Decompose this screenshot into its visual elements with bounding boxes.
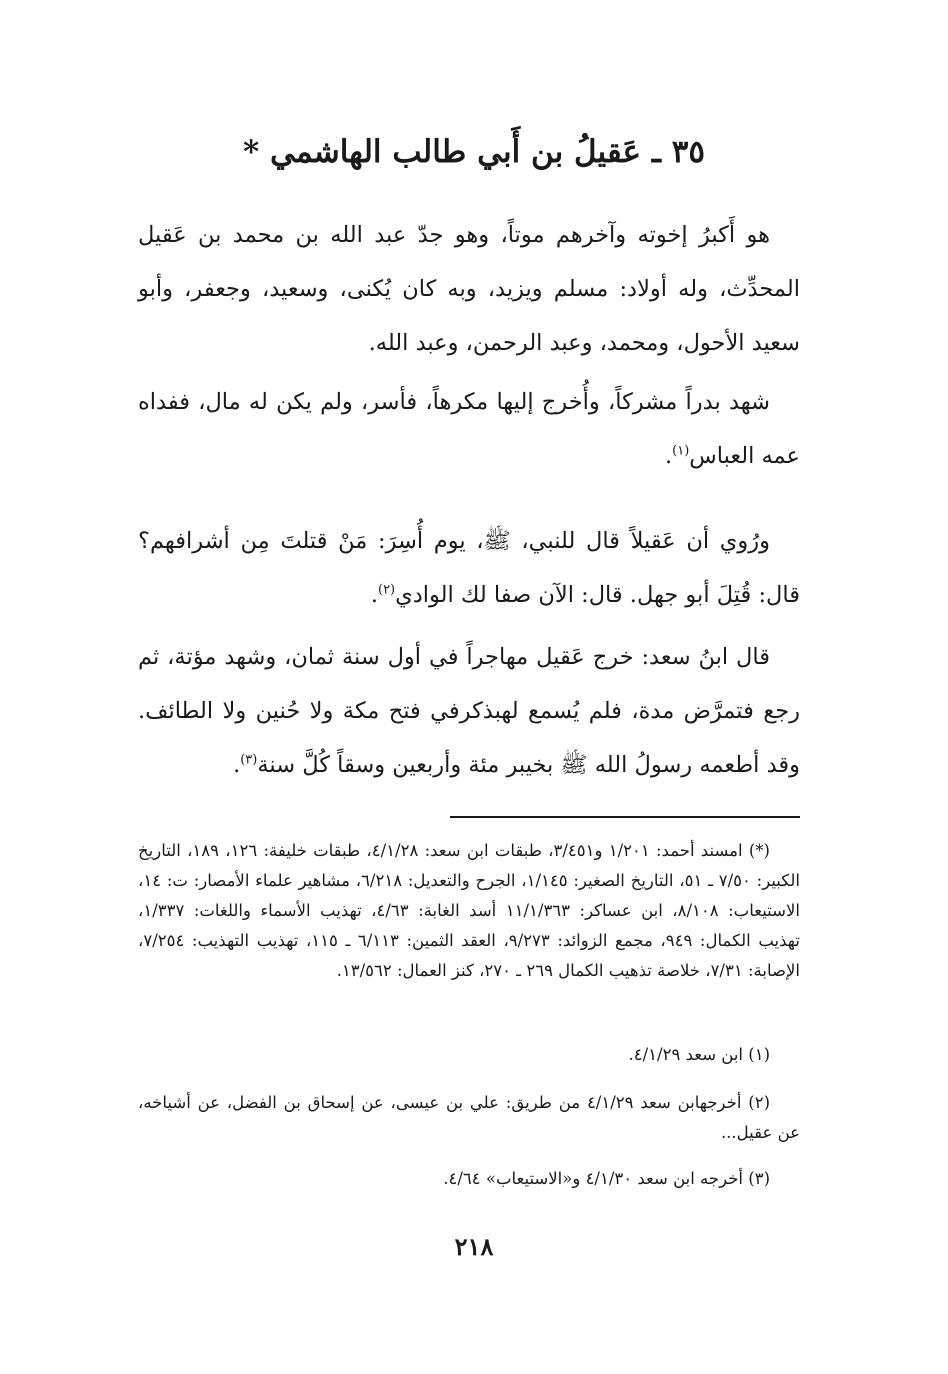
paragraph-4 bbox=[138, 630, 800, 792]
paragraph-body: ورُوي أن عَقيلاً قال للنبي، ﷺ، يوم أُسِرَ: مَنْ قتلتَ مِن أشرافهم؟ قال: قُتِلَ أبو جهل. قال: الآن صفا لك الوادي bbox=[138, 528, 800, 608]
footnote-sources bbox=[138, 836, 800, 986]
footnote-3 bbox=[138, 1164, 800, 1194]
footnote-text: (*) امسند أحمد: ١/٢٠١ و٣/٤٥١، طبقات ابن سعد: ٤/١/٢٨، طبقات خليفة: ١٢٦، ١٨٩، التاريخ الكبير: ٧/٥٠ ـ ٥١، التاريخ الصغير: ١/١٤٥، الجرح والتعديل: ٦/٢١٨، مشاهير علماء الأمصار: ت: ١٤، الاستيعاب: ٨/١٠٨، ابن عساكر: ١١/١/٣٦٣ أسد الغابة: ٤/٦٣، تهذيب الأسماء واللغات: ١/٣٣٧، تهذيب الكمال: ٩٤٩، مجمع الزوائد: ٩/٢٧٣، العقد الثمين: ٦/١١٣ ـ ١١٥، تهذيب التهذيب: ٧/٢٥٤، الإصابة: ٧/٣١، خلاصة تذهيب الكمال ٢٦٩ ـ ٢٧٠، كنز العمال: ١٣/٥٦٢. bbox=[138, 841, 801, 980]
footnote-2 bbox=[138, 1088, 800, 1148]
paragraph-body: شهد بدراً مشركاً، وأُخرج إليها مكرهاً، فأسر، ولم يكن له مال، ففداه عمه العباس bbox=[138, 389, 800, 469]
page-number: ٢١٨ bbox=[454, 1232, 494, 1261]
footnote-ref-1[interactable]: (١) bbox=[672, 443, 690, 459]
paragraph-text bbox=[138, 375, 800, 483]
page-title: ٣٥ ـ عَقيلُ بن أَبي طالب الهاشمي * bbox=[243, 134, 705, 170]
footnote-text: (٣) أخرجه ابن سعد ٤/١/٣٠ و«الاستيعاب» ٤/٦٤. bbox=[443, 1169, 770, 1188]
paragraph-end: . bbox=[664, 443, 673, 469]
paragraph-text bbox=[138, 630, 800, 792]
paragraph-end: . bbox=[370, 582, 378, 608]
footnote-text: (٢) أخرجهابن سعد ٤/١/٢٩ من طريق: علي بن عيسى، عن إسحاق بن الفضل، عن أشياخه، عن عقيل... bbox=[138, 1093, 800, 1142]
footnote-text: (١) ابن سعد ٤/١/٢٩. bbox=[628, 1045, 770, 1064]
paragraph-1 bbox=[138, 208, 800, 370]
paragraph-end: . bbox=[233, 752, 241, 778]
footnote-divider bbox=[450, 816, 800, 818]
paragraph-text bbox=[138, 514, 800, 622]
paragraph-text: هو أَكبرُ إخوته وآخرهم موتاً، وهو جدّ عبد الله بن محمد بن عَقيل المحدِّث، وله أولاد: مسلم ويزيد، وبه كان يُكنى، وسعيد، وجعفر، وأبو سعيد الأحول، ومحمد، وعبد الرحمن، وعبد الله. bbox=[138, 222, 800, 356]
footnote-ref-2[interactable]: (٢) bbox=[377, 582, 396, 598]
paragraph-2 bbox=[138, 375, 800, 483]
footnote-ref-3[interactable]: (٣) bbox=[240, 752, 258, 768]
paragraph-body: قال ابنُ سعد: خرج عَقيل مهاجراً في أول سنة ثمان، وشهد مؤتة، ثم رجع فتمرَّض مدة، فلم يُسمع لهبذكرفي فتح مكة ولا حُنين ولا الطائف. وقد أطعمه رسولُ الله ﷺ بخيبر مئة وأربعين وسقاً كُلَّ سنة bbox=[138, 644, 800, 778]
paragraph-3 bbox=[138, 514, 800, 622]
footnote-1 bbox=[138, 1040, 800, 1070]
